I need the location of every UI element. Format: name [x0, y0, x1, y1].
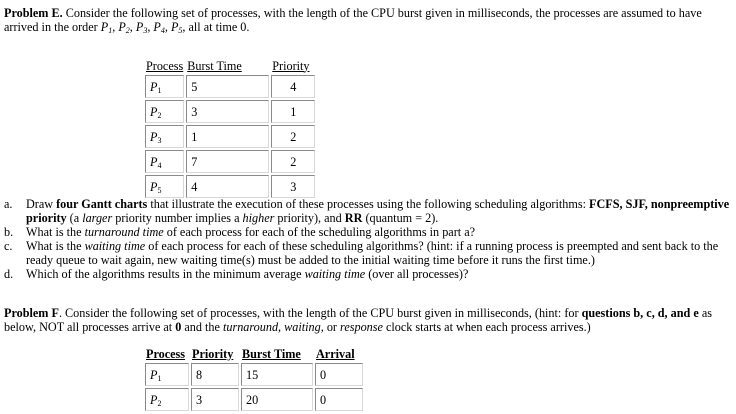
table-row [145, 175, 315, 198]
process-cell: P [150, 367, 158, 382]
text-fragment: (a [66, 211, 83, 225]
problem-f-table [143, 344, 365, 413]
priority-cell: 8 [191, 363, 239, 386]
table-row [145, 100, 315, 123]
question-d [4, 267, 732, 281]
arrival-cell: 0 [315, 363, 363, 386]
col-process: Process [146, 346, 186, 361]
order-5: 5 [178, 26, 183, 35]
text-fragment: or [323, 320, 341, 334]
question-marker: d. [4, 267, 14, 281]
table-row [145, 150, 315, 173]
text-fragment: that illustrate the execution of these processes using the following scheduling algorithms: [147, 197, 590, 211]
text-fragment: priority), and [274, 211, 345, 225]
problem-e-intro-end: , all at time 0. [182, 20, 250, 34]
col-priority: Priority [272, 58, 310, 73]
priority-cell: 2 [271, 125, 315, 148]
col-burst-time: Burst Time [242, 346, 301, 361]
priority-cell: 4 [271, 75, 315, 98]
table-row [145, 75, 315, 98]
text-fragment: clock starts at when each process arrives.) [382, 320, 591, 334]
process-cell: P [150, 129, 158, 144]
burst-cell: 1 [186, 125, 269, 148]
text-fragment: turnaround time [84, 225, 164, 239]
text-fragment: as below, NOT all processes arrive at [4, 306, 712, 334]
text-fragment: priority number implies a [112, 211, 243, 225]
question-c [4, 239, 732, 267]
text-fragment: What is the [26, 225, 85, 239]
priority-cell: 2 [271, 150, 315, 173]
priority-cell: 3 [191, 388, 239, 411]
text-fragment: . Consider the following set of processes, with the length of the CPU burst given in milliseconds, (hint: for [58, 306, 582, 320]
process-sub: 1 [157, 85, 162, 95]
arrival-cell: 0 [315, 388, 363, 411]
text-fragment: turnaround, waiting, [222, 320, 324, 334]
burst-cell: 5 [186, 75, 269, 98]
order-1: 1 [108, 26, 113, 35]
process-cell: P [150, 104, 158, 119]
text-fragment: four Gantt charts [56, 197, 148, 211]
question-marker: b. [4, 225, 14, 239]
burst-cell: 20 [241, 388, 313, 411]
text-fragment: (quantum = 2). [362, 211, 439, 225]
question-marker: a. [4, 197, 13, 211]
text-fragment: Which of the algorithms results in the minimum average [26, 267, 305, 281]
process-sub: 5 [157, 185, 162, 195]
burst-cell: 7 [186, 150, 269, 173]
text-fragment: Draw [26, 197, 57, 211]
table-row [145, 125, 315, 148]
question-b [4, 225, 732, 239]
problem-e-intro-text: Consider the following set of processes, with the length of the CPU burst given in milliseconds, the processes are assumed to have arrived in the order [4, 6, 702, 34]
text-fragment: and the [181, 320, 223, 334]
text-fragment: response [340, 320, 383, 334]
col-priority: Priority [192, 346, 234, 361]
process-sub: 1 [157, 373, 162, 383]
problem-e-questions [4, 197, 732, 281]
problem-e-table [143, 56, 317, 200]
process-sub: 3 [157, 135, 162, 145]
text-fragment: waiting time [84, 239, 146, 253]
priority-cell: 3 [271, 175, 315, 198]
question-marker: c. [4, 239, 13, 253]
text-fragment: of each process for each of these scheduling algorithms? (hint: if a running process is preempted and sent back to the ready queue to wait again, new waiting time(s) must be added to the initial waiting time before it runs the first time.) [26, 239, 719, 267]
text-fragment: 0 [175, 320, 182, 334]
process-sub: 4 [157, 160, 162, 170]
text-fragment: (over all processes)? [365, 267, 469, 281]
problem-e-label: Problem E. [4, 6, 63, 20]
text-fragment: of each process for each of the scheduling algorithms in part a? [163, 225, 476, 239]
problem-e-intro: Problem E. Consider the following set of processes, with the length of the CPU burst given in milliseconds, the processes are assumed to have arrived in the order $P_1$, $P_2$, $P_3$, $P_4$, $P_5$, all at time 0. [4, 6, 702, 35]
burst-cell: 4 [186, 175, 269, 198]
text-fragment: waiting time [304, 267, 366, 281]
process-cell: P [150, 392, 158, 407]
text-fragment: FCFS, SJF, nonpreemptive priority [26, 197, 730, 225]
process-cell: P [150, 154, 158, 169]
text-fragment: RR [344, 211, 363, 225]
process-sub: 2 [157, 110, 162, 120]
text-fragment: higher [242, 211, 275, 225]
text-fragment: larger [82, 211, 113, 225]
question-a [4, 197, 732, 225]
text-fragment: questions b, c, d, and e [581, 306, 699, 320]
process-cell: P [150, 179, 158, 194]
text-fragment: What is the [26, 239, 85, 253]
order-3: 3 [143, 26, 148, 35]
burst-cell: 15 [241, 363, 313, 386]
burst-cell: 3 [186, 100, 269, 123]
process-sub: 2 [157, 398, 162, 408]
col-arrival: Arrival [316, 346, 355, 361]
order-4: 4 [160, 26, 165, 35]
table-row [145, 363, 363, 386]
order-2: 2 [125, 26, 130, 35]
problem-f-intro [4, 306, 732, 334]
col-process: Process [146, 58, 184, 73]
priority-cell: 1 [271, 100, 315, 123]
problem-f-label: Problem F [4, 306, 59, 320]
col-burst-time: Burst Time [187, 58, 242, 73]
process-cell: P [150, 79, 158, 94]
table-row [145, 388, 363, 411]
